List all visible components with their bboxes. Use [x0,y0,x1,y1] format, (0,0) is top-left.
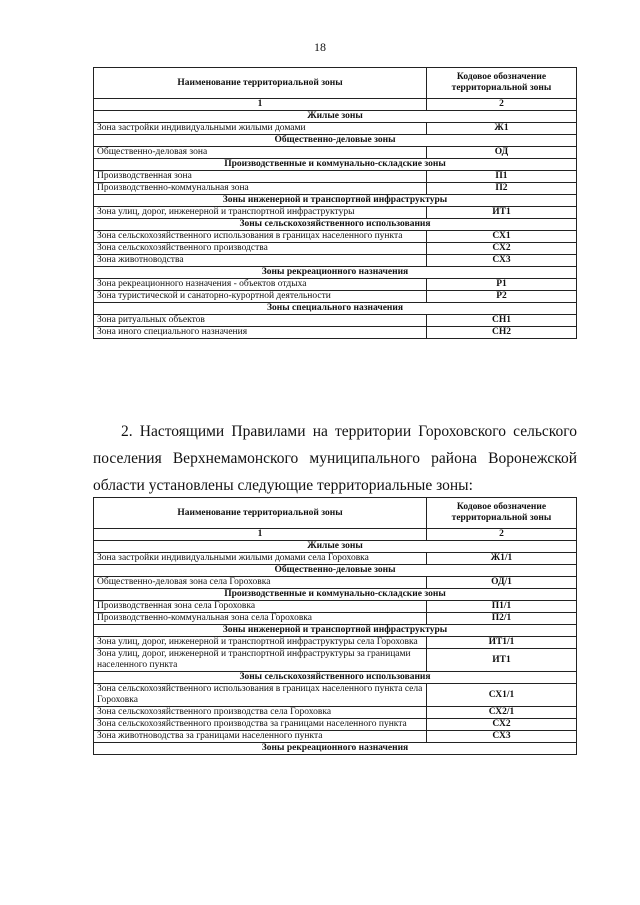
zones-table-general [93,67,577,339]
zone-code-cell: Р2 [427,291,577,303]
table-row [94,613,577,625]
zone-name-cell: Производственная зона села Гороховка [94,601,427,613]
zone-code-cell: ИТ1 [427,649,577,672]
section-row [94,111,577,123]
page-number: 18 [314,40,326,54]
table-row [94,243,577,255]
table-row [94,719,577,731]
header-zone-name: Наименование территориальной зоны [94,68,427,99]
column-number-row [94,99,577,111]
table-row [94,291,577,303]
section-row [94,743,577,755]
zone-name-cell: Зона улиц, дорог, инженерной и транспортной инфраструктуры села Гороховка [94,637,427,649]
column-number-row [94,529,577,541]
zone-code-cell: П2 [427,183,577,195]
zone-name-cell: Зона улиц, дорог, инженерной и транспортной инфраструктуры [94,207,427,219]
zone-code-cell: СХ1 [427,231,577,243]
table-row [94,649,577,672]
section-title: Общественно-деловые зоны [94,565,577,577]
header-zone-name: Наименование территориальной зоны [94,498,427,529]
table-header-row [94,68,577,99]
table-row [94,637,577,649]
section-title: Производственные и коммунально-складские зоны [94,159,577,171]
section-row [94,267,577,279]
zone-name-cell: Общественно-деловая зона [94,147,427,159]
section-row [94,303,577,315]
table-row [94,279,577,291]
zone-code-cell: Ж1/1 [427,553,577,565]
zone-name-cell: Зона сельскохозяйственного использования в границах населенного пункта [94,231,427,243]
table-row [94,231,577,243]
section-title: Зоны инженерной и транспортной инфраструктуры [94,625,577,637]
table-row [94,553,577,565]
zone-name-cell: Зона животноводства [94,255,427,267]
section-title: Зоны рекреационного назначения [94,267,577,279]
section-row [94,219,577,231]
section-row [94,625,577,637]
section-title: Зоны сельскохозяйственного использования [94,672,577,684]
zone-name-cell: Зона туристической и санаторно-курортной деятельности [94,291,427,303]
table-row [94,147,577,159]
zone-code-cell: П2/1 [427,613,577,625]
section-row [94,589,577,601]
zone-name-cell: Зона ритуальных объектов [94,315,427,327]
section-title: Зоны специального назначения [94,303,577,315]
zone-code-cell: П1/1 [427,601,577,613]
column-number-2: 2 [427,99,577,111]
zone-name-cell: Зона улиц, дорог, инженерной и транспортной инфраструктуры за границами населенного пункта [94,649,427,672]
section-title: Производственные и коммунально-складские зоны [94,589,577,601]
zone-code-cell: СХ2 [427,243,577,255]
table-row [94,315,577,327]
zone-code-cell: ИТ1/1 [427,637,577,649]
zone-code-cell: СХ2/1 [427,707,577,719]
section-title: Зоны инженерной и транспортной инфраструктуры [94,195,577,207]
zone-name-cell: Зона рекреационного назначения - объектов отдыха [94,279,427,291]
zone-code-cell: П1 [427,171,577,183]
table-row [94,684,577,707]
zone-name-cell: Общественно-деловая зона села Гороховка [94,577,427,589]
section-row [94,565,577,577]
zone-code-cell: ОД/1 [427,577,577,589]
table-row [94,207,577,219]
section-title: Жилые зоны [94,111,577,123]
zone-name-cell: Зона сельскохозяйственного использования в границах населенного пункта села Гороховка [94,684,427,707]
zone-name-cell: Зона животноводства за границами населенного пункта [94,731,427,743]
table-row [94,577,577,589]
zone-code-cell: СХ1/1 [427,684,577,707]
section-row [94,541,577,553]
section-title: Зоны рекреационного назначения [94,743,577,755]
zone-code-cell: СН2 [427,327,577,339]
zone-code-cell: СХ2 [427,719,577,731]
header-zone-code: Кодовое обозначение территориальной зоны [427,68,577,99]
column-number-2: 2 [427,529,577,541]
zone-name-cell: Зона застройки индивидуальными жилыми домами [94,123,427,135]
zone-code-cell: СХ3 [427,255,577,267]
zone-name-cell: Зона застройки индивидуальными жилыми домами села Гороховка [94,553,427,565]
zone-code-cell: Р1 [427,279,577,291]
table-row [94,731,577,743]
zone-name-cell: Зона сельскохозяйственного производства за границами населенного пункта [94,719,427,731]
zones-table-gorokhovka-body [94,498,577,755]
section-row [94,159,577,171]
intro-paragraph [93,418,577,499]
section-title: Общественно-деловые зоны [94,135,577,147]
zone-code-cell: ИТ1 [427,207,577,219]
section-title: Жилые зоны [94,541,577,553]
zone-name-cell: Зона сельскохозяйственного производства [94,243,427,255]
zone-code-cell: Ж1 [427,123,577,135]
table-row [94,327,577,339]
paragraph-text: 2. Настоящими Правилами на территории Гороховского сельского поселения Верхнемамонского муниципального района Воронежской области установлены следующие территориальные зоны: [93,423,577,494]
table-row [94,171,577,183]
zone-code-cell: СХ3 [427,731,577,743]
table-header-row [94,498,577,529]
table-row [94,123,577,135]
header-zone-code: Кодовое обозначение территориальной зоны [427,498,577,529]
section-row [94,195,577,207]
section-row [94,672,577,684]
table-row [94,255,577,267]
zone-name-cell: Производственно-коммунальная зона села Гороховка [94,613,427,625]
column-number-1: 1 [94,99,427,111]
section-row [94,135,577,147]
column-number-1: 1 [94,529,427,541]
zones-table-general-body [94,68,577,339]
section-title: Зоны сельскохозяйственного использования [94,219,577,231]
zone-code-cell: СН1 [427,315,577,327]
zones-table-gorokhovka [93,497,577,755]
table-row [94,183,577,195]
zone-name-cell: Производственно-коммунальная зона [94,183,427,195]
table-row [94,601,577,613]
zone-name-cell: Производственная зона [94,171,427,183]
zone-name-cell: Зона иного специального назначения [94,327,427,339]
zone-name-cell: Зона сельскохозяйственного производства села Гороховка [94,707,427,719]
table-row [94,707,577,719]
zone-code-cell: ОД [427,147,577,159]
